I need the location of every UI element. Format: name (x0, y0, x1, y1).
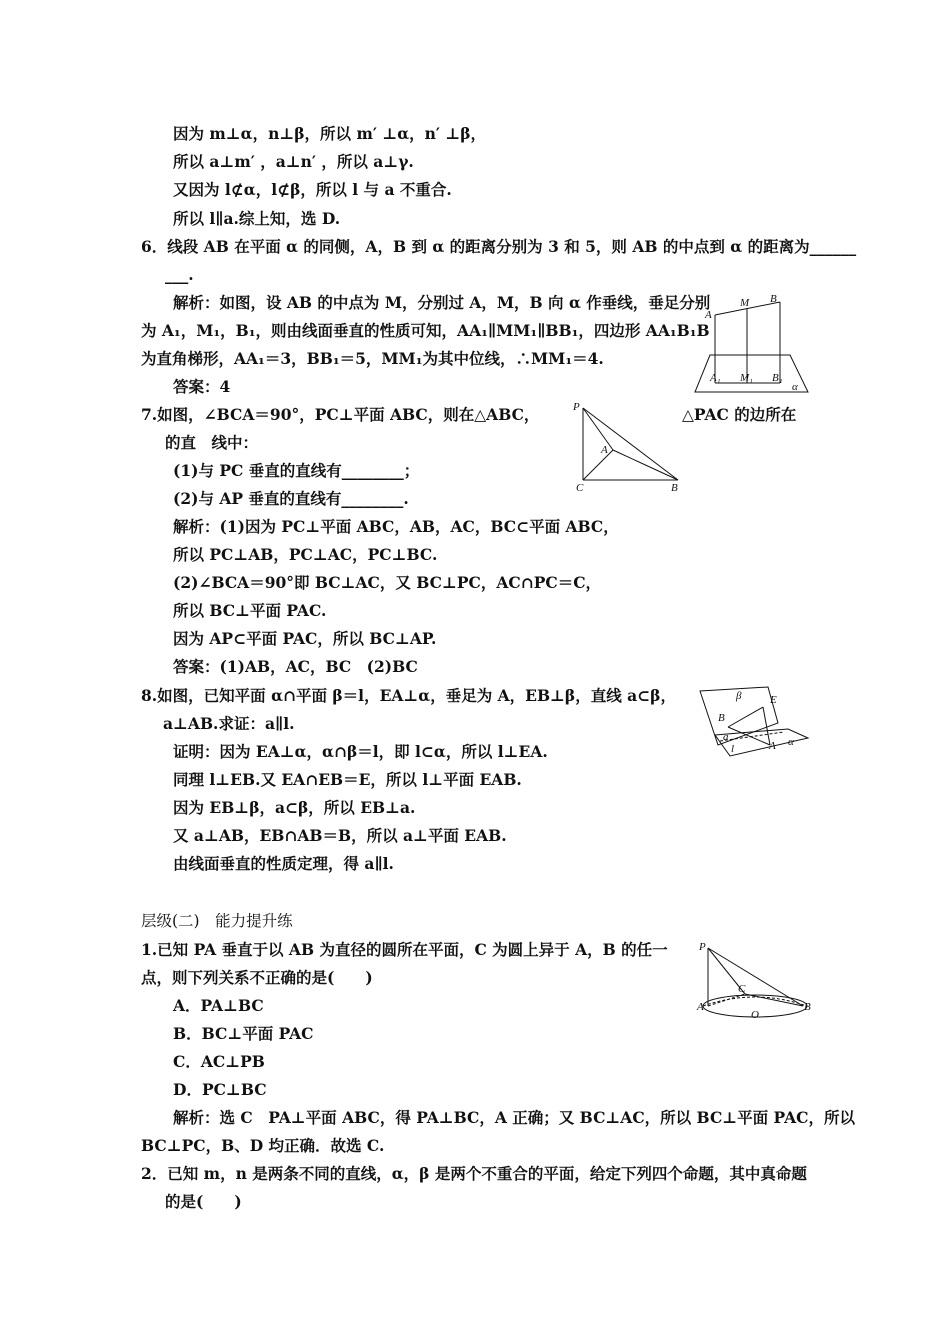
proof-line: 证明：因为 EA⊥α，α∩β＝l，即 l⊂α，所以 l⊥EA. (173, 742, 548, 761)
point-a-label: A (705, 309, 712, 321)
text-line: 因为 EB⊥β，a⊂β，所以 EB⊥a. (173, 798, 416, 817)
plane-alpha-label: α (792, 381, 798, 393)
analysis-line: 解析：如图，设 AB 的中点为 M，分别过 A，M，B 向 α 作垂线，垂足分别 (173, 293, 711, 312)
two-planes-figure (690, 683, 815, 763)
analysis-line: 解析：(1)因为 PC⊥平面 ABC，AB，AC，BC⊂平面 ABC， (173, 517, 619, 536)
trapezoid-plane-figure (690, 290, 815, 400)
point-e-label: E (770, 694, 777, 706)
text-line: 的是( ) (165, 1192, 242, 1211)
text-line: 为直角梯形，AA₁＝3，BB₁＝5，MM₁为其中位线，∴MM₁＝4. (141, 349, 604, 368)
point-b1-label: B₁ (772, 372, 783, 384)
point-b-label: B (804, 1001, 811, 1013)
option-c: C．AC⊥PB (173, 1052, 265, 1071)
option-a: A．PA⊥BC (173, 996, 264, 1015)
point-c-label: C (576, 482, 584, 494)
text-line: 又 a⊥AB，EB∩AB＝B，所以 a⊥平面 EAB. (173, 826, 507, 845)
question-8: 8.如图，已知平面 α∩平面 β＝l，EA⊥α，垂足为 A，EB⊥β，直线 a⊂β， (141, 686, 676, 705)
text-line: 的直 线中： (165, 433, 259, 452)
point-p-label: P (573, 401, 580, 413)
line-l-label: l (731, 743, 735, 755)
text-line: BC⊥PC，B、D 均正确．故选 C. (141, 1136, 385, 1155)
point-a-label: A (697, 1001, 704, 1013)
text-line: (1)与 PC 垂直的直线有________； (173, 461, 420, 480)
question-7: 7.如图，∠BCA＝90°，PC⊥平面 ABC，则在△ABC， (141, 405, 540, 424)
point-a-label: A (601, 444, 608, 456)
cone-circle-figure (695, 938, 820, 1023)
text-line: △PAC 的边所在 (682, 405, 797, 424)
text-line: 由线面垂直的性质定理，得 a∥l. (173, 854, 394, 873)
question-2: 2．已知 m，n 是两条不同的直线，α，β 是两个不重合的平面，给定下列四个命题，其中真命题 (141, 1164, 807, 1183)
text-line: a⊥AB.求证：a∥l. (163, 714, 295, 733)
text-line: 同理 l⊥EB.又 EA∩EB＝E，所以 l⊥平面 EAB. (173, 770, 522, 789)
section-heading: 层级(二) 能力提升练 (141, 912, 293, 930)
text-line: 因为 m⊥α，n⊥β，所以 m′ ⊥α，n′ ⊥β， (173, 124, 487, 143)
text-line: 所以 l∥a.综上知，选 D. (173, 209, 341, 228)
text-line: 所以 BC⊥平面 PAC. (173, 601, 327, 620)
point-a-label: A (769, 740, 776, 752)
tetrahedron-pabc-figure (570, 400, 685, 497)
line-a-label: a (723, 731, 729, 743)
point-c-label: C (738, 983, 746, 995)
point-b-label: B (718, 712, 725, 724)
plane-beta-label: β (736, 690, 742, 702)
answer-line: 答案：(1)AB，AC，BC (2)BC (173, 657, 418, 676)
point-m-label: M (740, 297, 750, 309)
question-6: 6．线段 AB 在平面 α 的同侧，A，B 到 α 的距离分别为 3 和 5，则 AB 的中点到 α 的距离为______ (141, 237, 857, 256)
text-line: 所以 PC⊥AB，PC⊥AC，PC⊥BC. (173, 545, 438, 564)
text-line: ___. (165, 265, 194, 284)
text-line: 所以 a⊥m′ ，a⊥n′ ，所以 a⊥γ. (173, 152, 414, 171)
point-b-label: B (671, 482, 678, 494)
text-line: 点，则下列关系不正确的是( ) (141, 968, 373, 987)
option-d: D．PC⊥BC (173, 1080, 267, 1099)
point-b-label: B (770, 293, 777, 305)
text-line: 因为 AP⊂平面 PAC，所以 BC⊥AP. (173, 629, 437, 648)
text-line: (2)∠BCA＝90°即 BC⊥AC，又 BC⊥PC，AC∩PC＝C， (173, 573, 602, 592)
analysis-line: 解析：选 C PA⊥平面 ABC，得 PA⊥BC，A 正确；又 BC⊥AC，所以 BC⊥平面 PAC，所以 (173, 1108, 855, 1127)
text-line: (2)与 AP 垂直的直线有________. (173, 489, 409, 508)
point-p-label: P (699, 941, 706, 953)
option-b: B．BC⊥平面 PAC (173, 1024, 314, 1043)
text-line: 为 A₁，M₁，B₁，则由线面垂直的性质可知，AA₁∥MM₁∥BB₁，四边形 AA₁B₁B (141, 321, 710, 340)
question-1: 1.已知 PA 垂直于以 AB 为直径的圆所在平面，C 为圆上异于 A，B 的任一 (141, 940, 668, 959)
point-a1-label: A₁ (710, 372, 721, 384)
text-line: 又因为 l⊄α，l⊄β，所以 l 与 a 不重合. (173, 180, 452, 199)
answer-line: 答案：4 (173, 377, 231, 396)
center-o-label: O (751, 1009, 759, 1021)
point-m1-label: M₁ (740, 372, 753, 384)
plane-alpha-label: α (788, 736, 794, 748)
